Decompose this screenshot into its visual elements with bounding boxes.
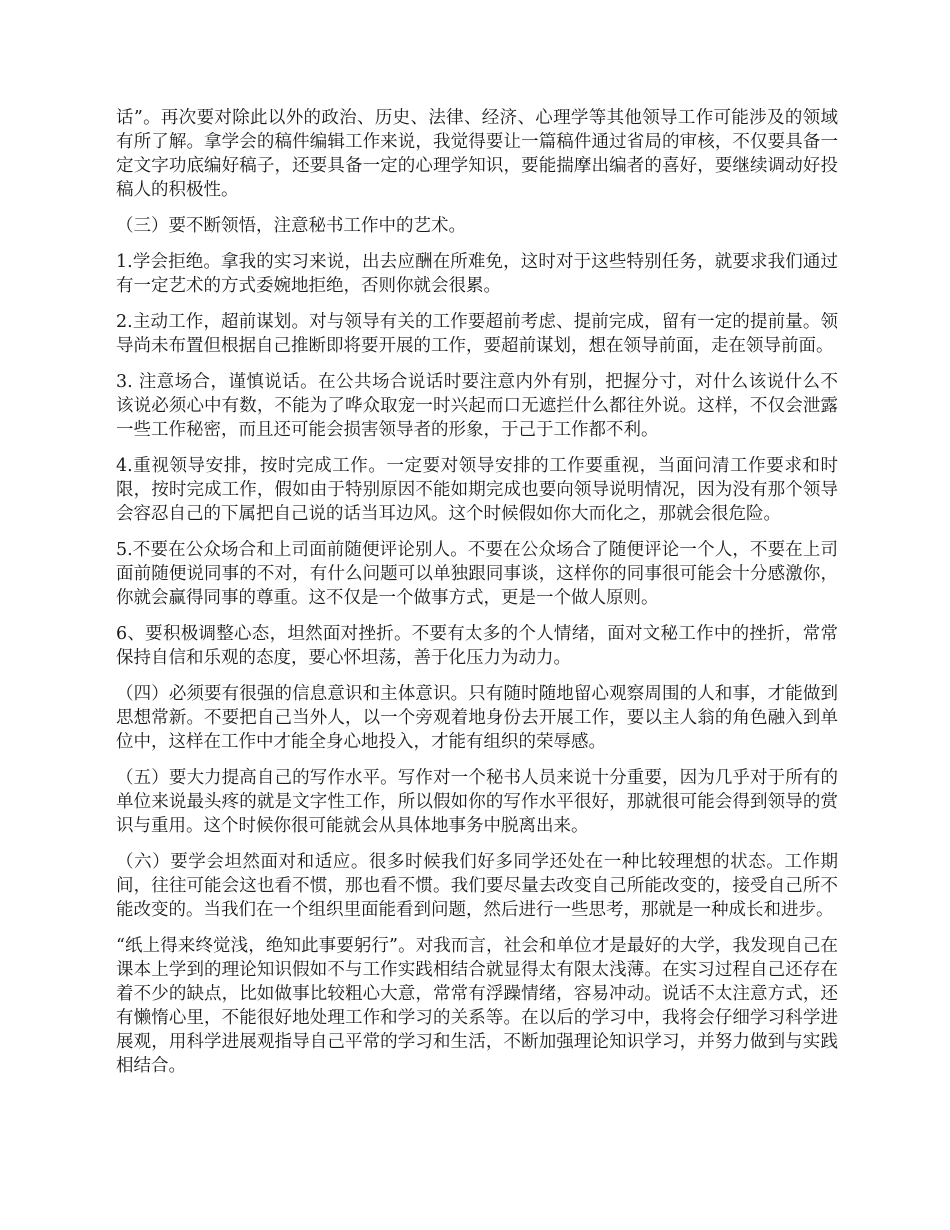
paragraph-section-six: （六）要学会坦然面对和适应。很多时候我们好多同学还处在一种比较理想的状态。工作期间，往往可能会这也看不惯，那也看不惯。我们要尽量去改变自己所能改变的，接受自己所不能改变的。当我们在一个组织里面能看到问题，然后进行一些思考，那就是一种成长和进步。 [116,852,838,920]
paragraph-section-four: （四）必须要有很强的信息意识和主体意识。只有随时随地留心观察周围的人和事，才能做到思想常新。不要把自己当外人，以一个旁观着地身份去开展工作，要以主人翁的角色融入到单位中，这样在工作中才能全身心地投入，才能有组织的荣辱感。 [116,684,838,752]
paragraph-point-5: 5.不要在公众场合和上司面前随便评论别人。不要在公众场合了随便评论一个人，不要在上司面前随便说同事的不对，有什么问题可以单独跟同事谈，这样你的同事很可能会十分感激你，你就会赢得同事的尊重。这不仅是一个做事方式，更是一个做人原则。 [116,540,838,608]
document-body [116,106,838,1090]
paragraph-point-6: 6、要积极调整心态，坦然面对挫折。不要有太多的个人情绪，面对文秘工作中的挫折，常常保持自信和乐观的态度，要心怀坦荡，善于化压力为动力。 [116,624,838,668]
paragraph-point-2: 2.主动工作，超前谋划。对与领导有关的工作要超前考虑、提前完成，留有一定的提前量。领导尚未布置但根据自己推断即将要开展的工作，要超前谋划，想在领导前面，走在领导前面。 [116,312,838,356]
paragraph-point-4: 4.重视领导安排，按时完成工作。一定要对领导安排的工作要重视，当面问清工作要求和时限，按时完成工作，假如由于特别原因不能如期完成也要向领导说明情况，因为没有那个领导会容忍自己的下属把自己说的话当耳边风。这个时候假如你大而化之，那就会很危险。 [116,456,838,524]
paragraph-section-five: （五）要大力提高自己的写作水平。写作对一个秘书人员来说十分重要，因为几乎对于所有的单位来说最头疼的就是文字性工作，所以假如你的写作水平很好，那就很可能会得到领导的赏识与重用。这个时候你很可能就会从具体地事务中脱离出来。 [116,768,838,836]
paragraph-point-3: 3. 注意场合，谨慎说话。在公共场合说话时要注意内外有别，把握分寸，对什么该说什么不该说必须心中有数，不能为了哗众取宠一时兴起而口无遮拦什么都往外说。这样，不仅会泄露一些工作秘密，而且还可能会损害领导者的形象，于己于工作都不利。 [116,372,838,440]
paragraph-point-1: 1.学会拒绝。拿我的实习来说，出去应酬在所难免，这时对于这些特别任务，就要求我们通过有一定艺术的方式委婉地拒绝，否则你就会很累。 [116,252,838,296]
paragraph-intro-continuation: 话”。再次要对除此以外的政治、历史、法律、经济、心理学等其他领导工作可能涉及的领域有所了解。拿学会的稿件编辑工作来说，我觉得要让一篇稿件通过省局的审核，不仅要具备一定文字功底编好稿子，还要具备一定的心理学知识，要能揣摩出编者的喜好，要继续调动好投稿人的积极性。 [116,108,838,200]
paragraph-conclusion: “纸上得来终觉浅，绝知此事要躬行”。对我而言，社会和单位才是最好的大学，我发现自己在课本上学到的理论知识假如不与工作实践相结合就显得太有限太浅薄。在实习过程自己还存在着不少的缺点，比如做事比较粗心大意，常常有浮躁情绪，容易冲动。说话不太注意方式，还有懒惰心里，不能很好地处理工作和学习的关系等。在以后的学习中，我将会仔细学习科学进展观，用科学进展观指导自己平常的学习和生活，不断加强理论知识学习，并努力做到与实践相结合。 [116,936,838,1076]
section-heading-three: （三）要不断领悟，注意秘书工作中的艺术。 [116,216,466,236]
